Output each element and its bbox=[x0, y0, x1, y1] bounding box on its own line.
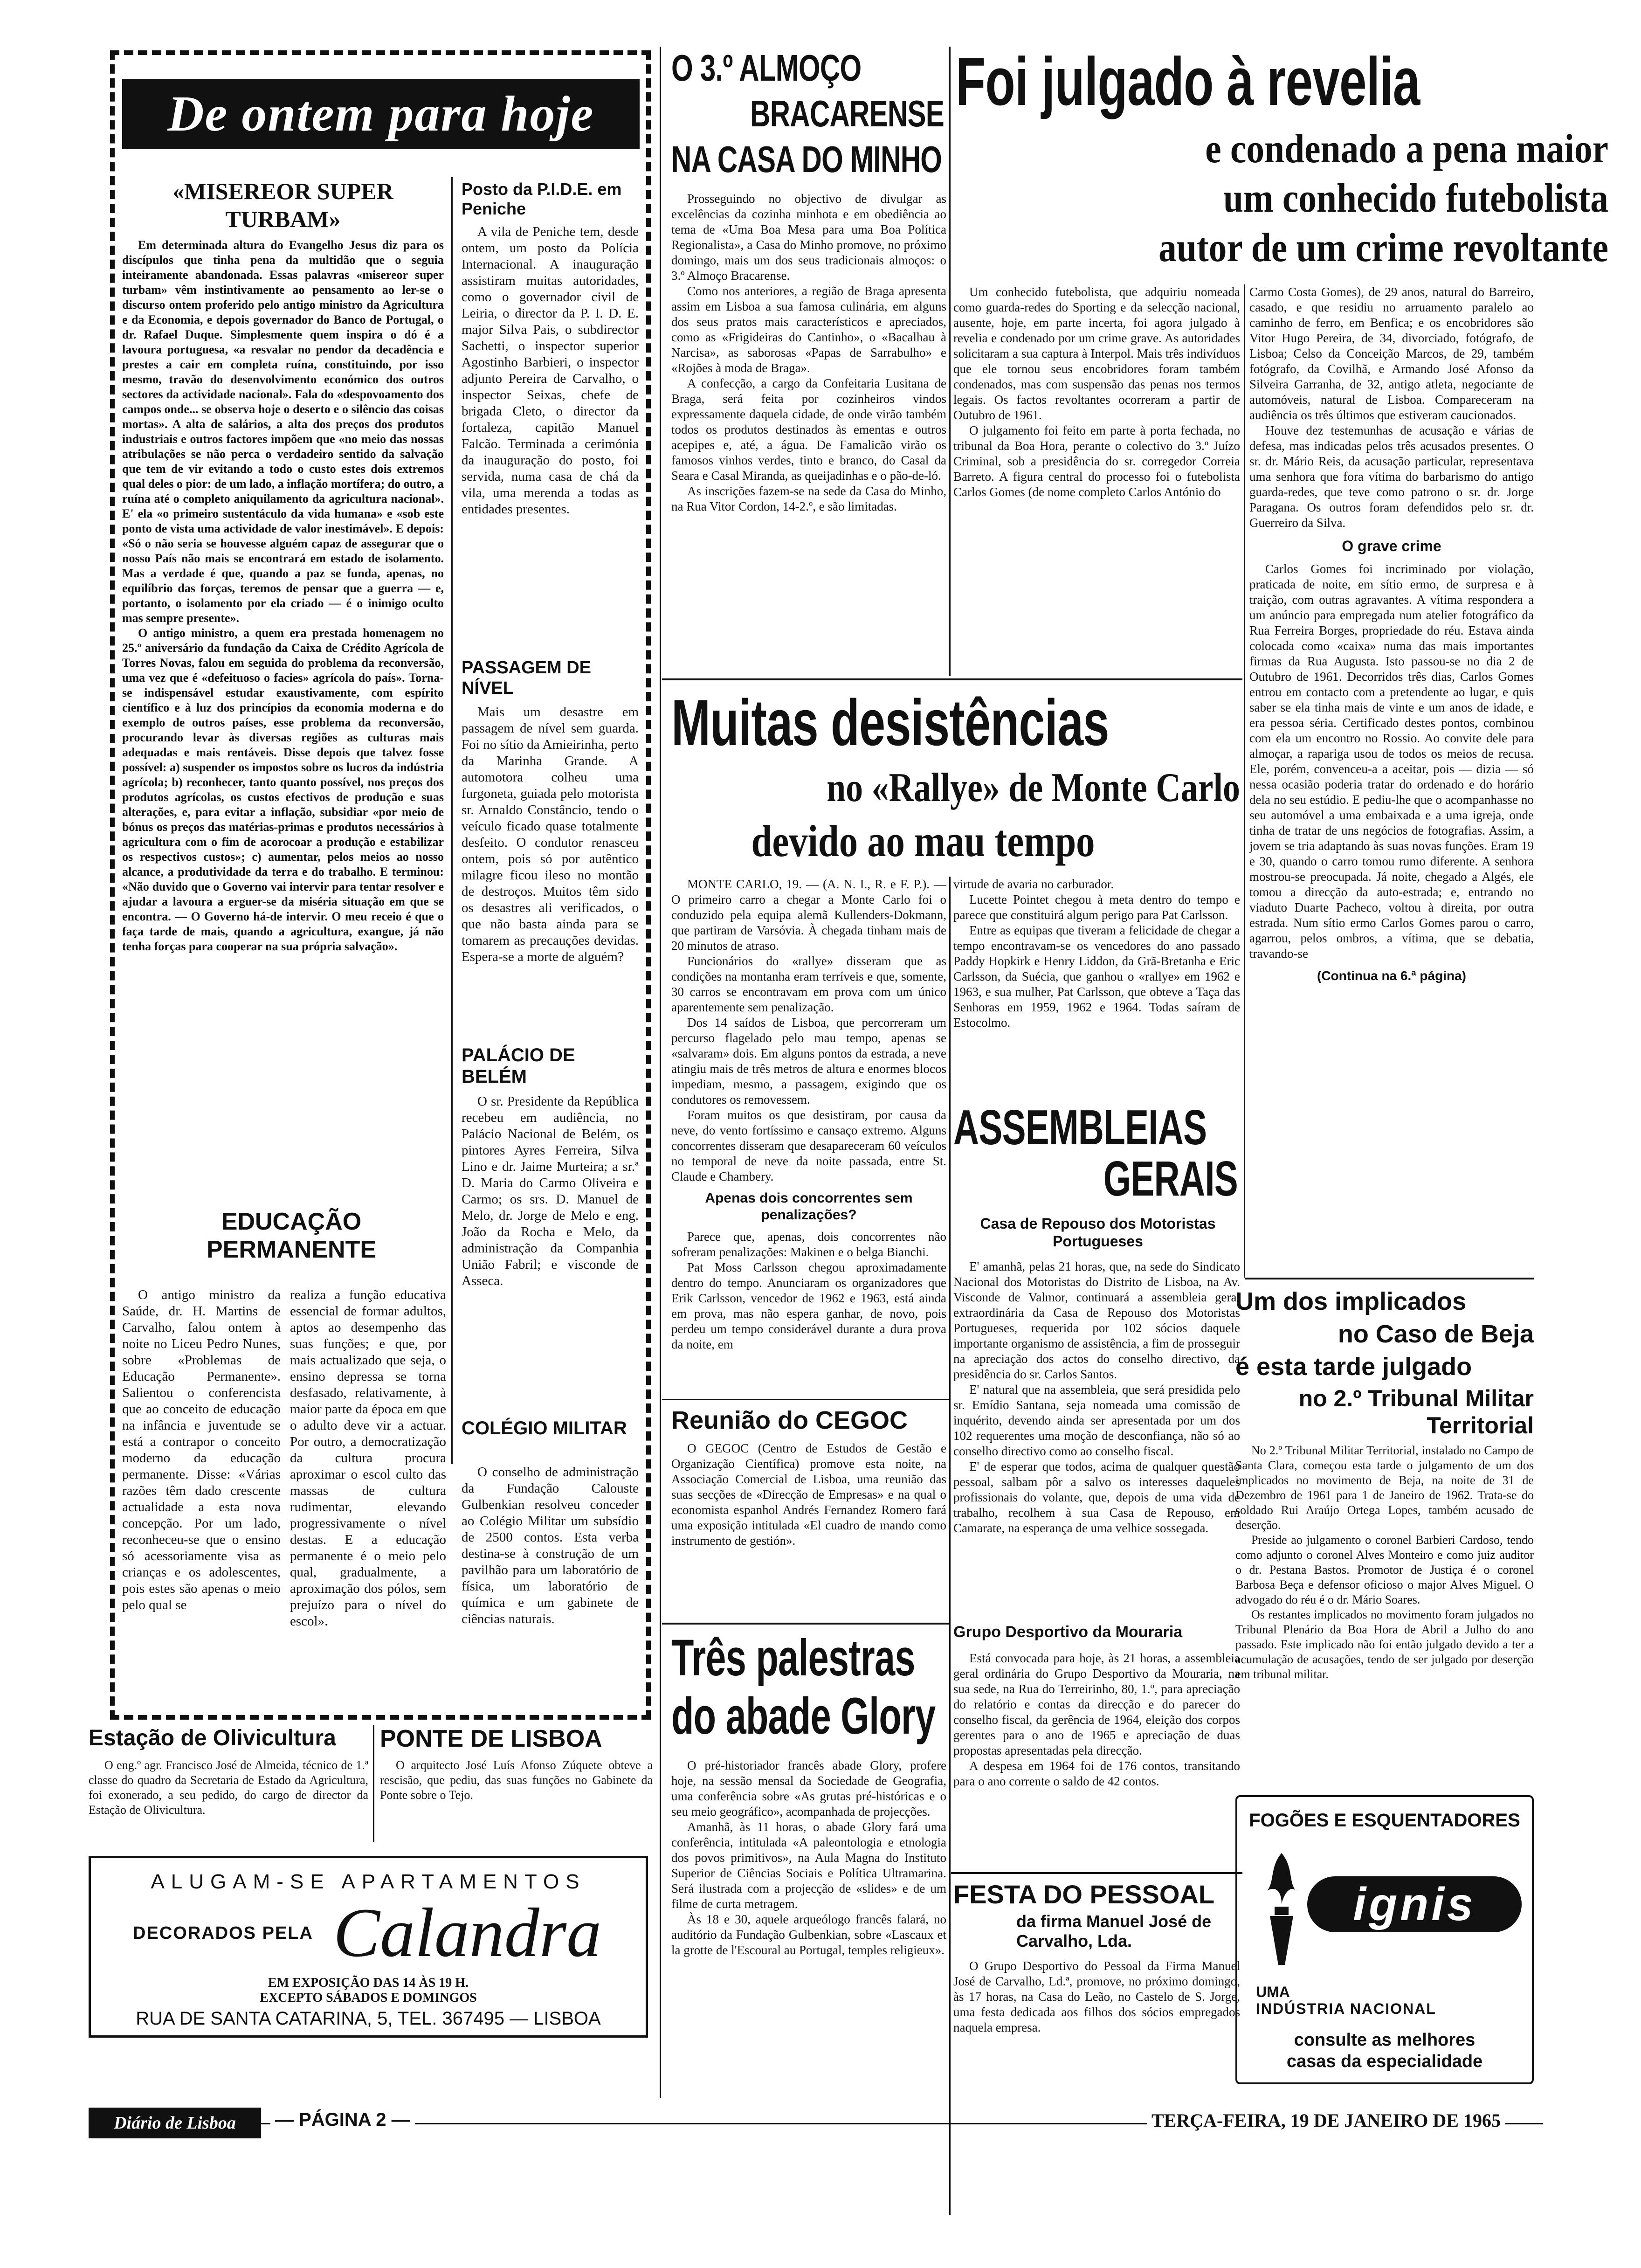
assembleias-body-1 bbox=[953, 1259, 1240, 1623]
ponte-para: O arquitecto José Luís Afonso Zúquete obteve a rescisão, que pediu, das suas funções no Gabinete da Ponte sobre o Tejo. bbox=[380, 1758, 653, 1802]
festa-headline-1: FESTA DO PESSOAL bbox=[953, 1880, 1215, 1909]
festa-para: O Grupo Desportivo do Pessoal da Firma Manuel José de Carvalho, Ld.ª, promove, no próximo domingo, às 17 horas, na Casa do Leão, no Castelo de S. Jorge, uma festa dedicada aos filhos dos sócios empregados naquela empresa. bbox=[953, 1959, 1240, 2034]
beja-headline-1: Um dos implicados bbox=[1235, 1287, 1467, 1315]
footer-date: TERÇA-FEIRA, 19 DE JANEIRO DE 1965 bbox=[1147, 2109, 1505, 2131]
olivicultura-divider bbox=[373, 1725, 374, 1842]
assembleias-para-2: E' natural que na assembleia, que será presidida pelo sr. Emídio Santana, seja nomeada uma comissão de inquérito, devendo ainda ser apresentada por um dos 102 requerentes uma moção de desconfiança, não só ao conselho directivo como ao conselho fiscal. bbox=[953, 1383, 1240, 1458]
glory-para-3: Às 18 e 30, aquele arqueólogo francês falará, no auditório da Fundação Gulbenkian, sobre «Lascaux et la grotte de l'Escoural au Portugal, temples religieux». bbox=[671, 1912, 946, 1957]
desistencias-subhead: Apenas dois concorrentes sem penalizações? bbox=[705, 1190, 913, 1223]
julgado-para-3: Carmo Costa Gomes), de 29 anos, natural do Barreiro, casado, e que residiu no arruamento paralelo ao caminho de ferro, em Benfica; e os encobridores são Vitor Hugo Pereira, de 34, divorciado, fotógrafo, de Lisboa; Celso da Conceição Marcos, de 29, também fotógrafo, da Covilhã, e Armando José Afonso da Silveira Garranha, de 32, antigo atleta, negociante de automóveis, natural de Lisboa. Compareceram na audiência os três últimos que estiveram caucionados. bbox=[1249, 285, 1534, 422]
calandra-line5: RUA DE SANTA CATARINA, 5, TEL. 367495 — LISBOA bbox=[136, 2008, 601, 2029]
desistencias-para-4: Foram muitos os que desistiram, por causa da neve, do vento fortíssimo e cansaço extremo. Alguns concorrentes disseram que desapareceram 60 veículos no temporal de neve da noite passada, entre St. Claude e Chambery. bbox=[671, 1108, 946, 1183]
calandra-brand: Calandra bbox=[333, 1894, 602, 1971]
desistencias-para-2: Funcionários do «rallye» disseram que as condições na montanha eram terríveis e que, somente, 30 carros se encontravam em prova com um único aparentemente sem penalização. bbox=[671, 954, 946, 1014]
ponte-headline: PONTE DE LISBOA bbox=[380, 1725, 602, 1752]
julgado-headline-1: Foi julgado à revelia bbox=[956, 43, 1420, 119]
colegio-para: O conselho de administração da Fundação Calouste Gulbenkian resolveu conceder ao Colégio Militar um subsídio de 2500 contos. Esta verba destina-se à construção de um pavilhão para um laboratório de física, um laboratório de química e um gabinete de ciências naturais. bbox=[462, 1465, 639, 1626]
almoco-para-4: As inscrições fazem-se na sede da Casa do Minho, na Rua Vitor Cordon, 14-2.º, e são limitadas. bbox=[671, 484, 946, 513]
desistencias-headline-2: no «Rallye» de Monte Carlo bbox=[827, 765, 1240, 810]
glory-body bbox=[671, 1758, 946, 2112]
festa-headline-2: da firma Manuel José de Carvalho, Lda. bbox=[1016, 1912, 1212, 1950]
belem-para: O sr. Presidente da República recebeu em audiência, no Palácio Nacional de Belém, os pintores Ayres Ferreira, Silva Lino e dr. Jaime Murteira; a sr.ª D. Maria do Carmo Oliveira e Carmo; os srs. D. Manuel de Melo, dr. Jorge de Melo e eng. João da Rocha e Melo, da administração da Companhia União Fabril; e visconde de Assecа. bbox=[462, 1094, 639, 1288]
ignis-line2: UMA bbox=[1256, 1984, 1290, 2000]
passagem-para: Mais um desastre em passagem de nível sem guarda. Foi no sítio da Amieirinha, perto da Marinha Grande. A automotora colheu uma furgoneta, guiada pelo motorista sr. Arnaldo Constâncio, tendo o veículo ficado quase totalmente desfeito. O condutor renasceu ontem, pois só por autêntico milagre ficou ileso no montão de destroços. Muitos têm sido os desastres ali verificados, o que não basta ainda para se tomarem as precauções devidas. Espera-se a morte de alguém? bbox=[462, 705, 639, 964]
desistencias-para-9: Entre as equipas que tiveram a felicidade de chegar a tempo encontravam-se os vencedores do ano passado Paddy Hopkirk e Henry Liddon, da Grã-Bretanha e Eric Carlsson, da Suécia, que ganhou o «rallye» em 1962 e 1963, e sua mulher, Pat Carlsson, que obteve a Taça das Senhoras em 1959, 1962 e 1964. Todas saíram de Estocolmo. bbox=[953, 923, 1240, 1030]
assembleias-para-1: E' amanhã, pelas 21 horas, que, na sede do Sindicato Nacional dos Motoristas do Distrito de Lisboa, na Av. Visconde de Valmor, continuará a assembleia geral extraordinária da Casa de Repouso dos Motoristas Portugueses, requerida por 102 sócios daquele importante organismo de assistência, a fim de prosseguir na apreciação dos actos do conselho directivo, da presidência do sr. Carlos Santos. bbox=[953, 1259, 1240, 1381]
footer-masthead-text: Diário de Lisboa bbox=[114, 2113, 236, 2133]
glory-top-rule bbox=[662, 1623, 949, 1625]
julgado-body-2 bbox=[1249, 284, 1534, 1264]
misereor-para-2: O antigo ministro, a quem era prestada homenagem no 25.º aniversário da fundação da Caixa de Crédito Agrícola de Torres Novas, falou em seguida do problema da reconversão, uma vez que é «defeituoso o facies» agrícola do país». Torna-se indispensável estudar exaustivamente, com espírito científico e à luz dos princípios da economia moderna e do exemplo de outros países, esse problema da reconversão, procurando levar às diversas regiões as culturas mais adequadas e mais rentáveis. Disse depois que talvez fosse possível: a) suspender os impostos sobre os lucros da indústria agrícola; b) reconhecer, tanto quanto possível, nos preços dos produtos agrícolas, os custos efectivos de produção e suas alterações, e, para evitar a inflação, subsidiar «por meio de bónus os preços das matérias-primas e produtos necessários à agricultura com o fim de acorocoar a produção e estabilizar os respectivos custos»; c) aumentar, pelos meios ao nosso alcance, a produtividade da terra e do trabalho. E terminou: «Não duvido que o Governo vai intervir para tentar resolver e ajudar a lavoura a erguer-se da miséria situação em que se encontra. — O Governo há-de intervir. O meu receio é que o faça tarde de mais, quando a agricultura, exangue, já não tenha forças para cooperar na sua própria salvação». bbox=[122, 626, 444, 953]
glory-headline-2: do abade Glory bbox=[671, 1687, 936, 1745]
assembleias-para-5: A despesa em 1964 foi de 176 contos, transitando para o ano corrente o saldo de 42 contos. bbox=[953, 1759, 1240, 1788]
cegoc-body bbox=[671, 1441, 946, 1627]
footer-page: — PÁGINA 2 — bbox=[270, 2109, 415, 2130]
belem-headline: PALÁCIO DE BELÉM bbox=[462, 1045, 575, 1087]
column-header-banner bbox=[122, 79, 640, 149]
belem-body bbox=[462, 1093, 639, 1420]
desistencias-headline-3: devido ao mau tempo bbox=[751, 816, 1095, 866]
almoco-headline-1: O 3.º ALMOÇO bbox=[671, 47, 862, 89]
ignis-torch-icon bbox=[1256, 1848, 1307, 1970]
pide-headline: Posto da P.I.D.E. em Peniche bbox=[462, 180, 622, 218]
ponte-body bbox=[380, 1758, 653, 1837]
assembleias-para-3: E' de esperar que todos, acima de qualquer questão pessoal, salbam pôr a salvo os interesses daqueles profissionais do volante, que, depois de uma vida de trabalho, recolhem à sua Casa de Repouso, em Camarate, na esperança de uma velhice sossegada. bbox=[953, 1459, 1240, 1535]
almoco-headline-3: NA CASA DO MINHO bbox=[671, 138, 942, 180]
beja-para-2: Preside ao julgamento o coronel Barbieri Cardoso, tendo como adjunto o coronel Alves Monteiro e como juiz auditor o dr. Pestana Bastos. Promotor de Justiça é o coronel Barbosa Beça e defensor oficioso o major Alves Miguel. O advogado do réu é o dr. Mário Soares. bbox=[1235, 1533, 1534, 1606]
calandra-line3: EM EXPOSIÇÃO DAS 14 ÀS 19 H. bbox=[268, 1976, 469, 1990]
column-header-title: De ontem para hoje bbox=[167, 86, 594, 142]
ignis-line1: FOGÕES E ESQUENTADORES bbox=[1249, 1810, 1520, 1831]
desistencias-para-1: MONTE CARLO, 19. — (A. N. I., R. e F. P.). — O primeiro carro a chegar a Monte Carlo foi o conduzido pela equipa alemã Kullenders-Dokmann, que partiram de Varsóvia. À chegada tinham mais de 20 minutos de atraso. bbox=[671, 877, 946, 953]
ignis-line4: consulte as melhores bbox=[1294, 2030, 1476, 2050]
almoco-para-3: A confecção, a cargo da Confeitaria Lusitana de Braga, será feita por cozinheiros vindos expressamente daquela cidade, de onde virão também todos os produtos destinados às ementas e outros acepipes e, até, a água. De Famalicão virão os famosos vinhos verdes, tinto e branco, do Casal da Seara e Casal Miranda, as queijadinhas e o pão-de-ló. bbox=[671, 376, 946, 483]
cegoc-headline: Reunião do CEGOC bbox=[671, 1406, 908, 1434]
cegoc-top-rule bbox=[662, 1399, 949, 1400]
beja-para-1: No 2.º Tribunal Militar Territorial, instalado no Campo de Santa Clara, começou esta tarde o julgamento de um dos implicados no movimento de Beja, na noite de 31 de Dezembro de 1961 para 1 de Janeiro de 1962. Trata-se do soldado Rui Araújo Ortega Lopes, também acusado de deserção. bbox=[1235, 1444, 1534, 1532]
desistencias-para-5: Parece que, apenas, dois concorrentes não sofreram penalizações: Makinen e o belga Bianchi. bbox=[671, 1230, 946, 1259]
beja-headline-4: no 2.º Tribunal Militar Territorial bbox=[1298, 1385, 1534, 1438]
beja-headline-2: no Caso de Beja bbox=[1338, 1320, 1534, 1348]
glory-headline-1: Três palestras bbox=[671, 1629, 915, 1687]
festa-body bbox=[953, 1958, 1240, 2098]
misereor-body bbox=[122, 238, 444, 1278]
desistencias-para-8: Lucette Pointet chegou à meta dentro do tempo e parece que constituirá algum perigo para Pat Carlsson. bbox=[953, 892, 1240, 922]
pide-para: A vila de Peniche tem, desde ontem, um posto da Polícia Internacional. A inauguração assistiram muitas autoridades, como o governador civil de Leiria, o director da P. I. D. E. major Silva Pais, o subdirector Sachetti, o inspector superior Agostinho Barbieri, o inspector adjunto Pereira de Carvalho, o inspector Seixas, chefe de brigada Cleto, o director da fortaleza, capitão Manuel Falcão. Terminada a cerimónia da inauguração do posto, foi servida, numa casa de chá da vila, uma merenda a todas as entidades presentes. bbox=[462, 224, 639, 517]
glory-para-2: Amanhã, às 11 horas, o abade Glory fará uma conferência, intitulada «A paleontologia e etnologia dos povos primitivos», na Aula Magna do Instituto Superior de Ciências Sociais e Política Ultramarina. Será ilustrada com a projecção de «slides» e de um filme de curta metragem. bbox=[671, 1820, 946, 1911]
ignis-logo bbox=[1307, 1876, 1522, 1932]
misereor-para-1: Em determinada altura do Evangelho Jesus diz para os discípulos que tinha pena da multidão que o seguia inteiramente abandonada. Essas palavras «misereor super turbam» vêm instintivamente ao pensamento ao ler-se o discurso ontem proferido pelo antigo ministro da Agricultura e da Economia, e depois governador do Banco de Portugal, o dr. Rafael Duque. Simplesmente quem inspira o dó é a lavoura portuguesa, «a resvalar no pendor da decadência e prestes a cair em completa ruína, constituindo, por isso mesmo, travão do desenvolvimento económico dos outros sectores da actividade nacional». Fala do «despovoamento dos campos onde... se observa hoje o deserto e o silêncio das coisas mortas». A alta de salários, a alta dos preços dos produtos industriais e outros factores impõem que «no meio das nossas atribulações se não perca o verdadeiro sentido da salvação que tem de vir evitando a todo o custo estes dois extremos qual deles o pior: de um lado, a inflação mortífera; do outro, a ruína até o completo aniquilamento da agricultura nacional». E' ela «o primeiro sustentáculo da vida humana» e «sob este ponto de vista uma actividade de valor inestimável». E depois: «Só o não seria se houvesse alguém capaz de assegurar que o nosso País não mais se encontrará em estado de isolamento. Mas a verdade é que, quando a paz se funda, apenas, no equilíbrio das forças, teremos de pensar que a guerra — e, portanto, o isolamento por ela criado — é o inimigo oculto mas sempre presente». bbox=[122, 238, 444, 625]
desistencias-para-7: virtude de avaria no carburador. bbox=[953, 877, 1114, 891]
desistencias-body-1 bbox=[671, 877, 946, 1390]
beja-headline-3: é esta tarde julgado bbox=[1235, 1353, 1472, 1381]
educacao-body-2 bbox=[290, 1287, 446, 1697]
desistencias-body-2 bbox=[953, 877, 1240, 1096]
ignis-brand: ignis bbox=[1353, 1878, 1476, 1930]
julgado-body-1 bbox=[953, 284, 1240, 671]
olivicultura-para: O eng.º agr. Francisco José de Almeida, técnico de 1.ª classe do quadro da Secretaria de Estado da Agricultura, foi exonerado, a seu pedido, do cargo de director da Estação de Olivicultura. bbox=[89, 1758, 368, 1817]
educacao-body-1 bbox=[122, 1287, 281, 1697]
almoco-para-1: Prosseguindo no objectivo de divulgar as excelências da cozinha minhota e em obediência ao tema de «Uma Boa Mesa para uma Boa Política Regionalista», a Casa do Minho promove, no próximo domingo, mais um dos seus tradicionais almoços: o 3.º Almoço Bracarense. bbox=[671, 192, 946, 283]
educacao-para-1: O antigo ministro da Saúde, dr. H. Martins de Carvalho, falou ontem à noite no Liceu Pedro Nunes, sobre «Problemas de Educação Permanente». Salientou o conferencista que ao conceito de educação na infância e juventude se está a contrapor o conceito moderno da educação permanente. Disse: «Várias razões têm dado crescente actualidade a esta nova concepção. Por um lado, reconheceu-se que o ensino só acessoriamente visa as crianças e os adolescentes, pois estes são apenas o meio pelo qual se bbox=[122, 1287, 281, 1612]
educacao-headline: EDUCAÇÃO PERMANENTE bbox=[206, 1208, 377, 1263]
calandra-line1: ALUGAM-SE APARTAMENTOS bbox=[151, 1870, 586, 1893]
julgado-headline-2: e condenado a pena maior bbox=[1205, 126, 1608, 172]
footer-masthead bbox=[89, 2108, 261, 2138]
assembleias-sub2: Grupo Desportivo da Mouraria bbox=[953, 1623, 1183, 1641]
julgado-divider bbox=[1244, 284, 1245, 1278]
festa-top-rule bbox=[951, 1872, 1242, 1874]
almoco-headline-2: BRACARENSE bbox=[750, 93, 944, 134]
olivicultura-headline: Estação de Olivicultura bbox=[89, 1726, 336, 1750]
pide-body bbox=[462, 224, 639, 653]
beja-top-rule bbox=[1245, 1278, 1534, 1279]
beja-para-3: Os restantes implicados no movimento foram julgados no Tribunal Plenário da Boa Hora de Abril a Julho do ano passado. Este implicado não foi então julgado devido a ter a acumulação de acusações, tendo de ser julgado por deserção em tribunal militar. bbox=[1235, 1608, 1534, 1681]
ignis-line3: INDÚSTRIA NACIONAL bbox=[1256, 2000, 1436, 2017]
julgado-para-5: Carlos Gomes foi incriminado por violação, praticada de noite, em sítio ermo, de surpresa e à traição, com outras agravantes. A vítima respondera a um anúncio para empregada num atelier fotográfico da Rua Ferreira Borges, propriedade do réu. Estava ainda colocada como «caixa» numa das mais importantes firmas da Rua Augusta. Isto passou-se no dia 2 de Outubro de 1961. Decorridos três dias, Carlos Gomes entrou em contacto com a pretendente ao lugar, e quis saber se ela tinha mais de vinte e um anos de idade, e era pessoa séria. Certificado destes pontos, combinou com ela um encontro no Rossio. Ao convite dele para almoçar, a rapariga usou de todos os meios de recusa. Ele, porém, convenceu-a a aceitar, pois — dizia — só nessa ocasião poderia tratar do ordenado e do horário dela no seu estúdio. E pediu-lhe que o acompanhasse no seu automóvel a uma embaixada e a uma igreja, onde tinha de tratar de uns negócios de fotografias. Assim, a jovem se tria adaptando às suas novas funções. Eram 19 e 30, quando o carro tomou rumo diferente. A senhora mostrou-se preocupada. Já noite, chegado a Algés, ele tomou a direcção da auto-estrada; e, entrando no viaduto Duarte Pacheco, voltou à direita, por outra estrada. Num sítio ermo Carlos Gomes parou o carro, agarrou, pelos ombros, a vítima, que se debatia, travando-se bbox=[1249, 562, 1534, 961]
assembleias-body-2 bbox=[953, 1651, 1240, 1870]
julgado-continue: (Continua na 6.ª página) bbox=[1317, 968, 1466, 983]
almoco-para-2: Como nos anteriores, a região de Braga apresenta assim em Lisboa a sua famosa culinária, em alguns dos seus pratos mais característicos e apreciados, como as «Frigideiras do Cantinho», o «Bacalhau à Narcisa», as saborosas «Papas de Sarrabulho» e «Rojões à moda de Braga». bbox=[671, 284, 946, 375]
passagem-headline: PASSAGEM DE NÍVEL bbox=[462, 658, 592, 698]
calandra-line4: EXCEPTO SÁBADOS E DOMINGOS bbox=[260, 1991, 477, 2005]
cegoc-para: O GEGOC (Centro de Estudos de Gestão e Organização Científica) promove esta noite, na Associação Comercial de Lisboa, uma reunião das suas secções de «Direcção de Empresas» e na qual o economista espanhol Andrés Fernandez Romero fará uma exposição intitulada «El cuadro de mando como instrumento de gestión». bbox=[671, 1441, 946, 1548]
calandra-line2: DECORADOS PELA bbox=[133, 1923, 313, 1943]
almoco-divider bbox=[949, 47, 951, 676]
assembleias-headline-2: GERAIS bbox=[1103, 1151, 1238, 1206]
assembleias-sub1: Casa de Repouso dos Motoristas Portugueses bbox=[980, 1215, 1216, 1250]
desistencias-para-6: Pat Moss Carlsson chegou aproximadamente dentro do tempo. Anunciaram os organizadores que Erik Carlsson, vencedor de 1962 e 1963, está ainda em prova, mas não espera ganhar, de novo, pois perdeu um tempo considerável durante a dura prova da noite, em bbox=[671, 1260, 946, 1351]
column-divider bbox=[451, 177, 453, 1464]
ignis-ad bbox=[1235, 1795, 1534, 2084]
colegio-body bbox=[462, 1464, 639, 1707]
calandra-ad bbox=[89, 1856, 648, 2038]
almoco-body bbox=[671, 191, 946, 671]
olivicultura-body bbox=[89, 1758, 368, 1837]
desistencias-headline-1: Muitas desistências bbox=[671, 686, 1109, 759]
ignis-line5: casas da especialidade bbox=[1286, 2052, 1483, 2071]
glory-para-1: O pré-historiador francês abade Glory, profere hoje, na sessão mensal da Sociedade de Geografia, uma conferência sobre «As grutas pré-históricas e o seu meio geográfico», acompanhada de projecções. bbox=[671, 1758, 946, 1819]
julgado-para-2: O julgamento foi feito em parte à porta fechada, no tribunal da Boa Hora, perante o colectivo do 3.º Juízo Criminal, sob a presidência do sr. corregedor Correia Barreto. A figura central do processo foi o futebolista Carlos Gomes (de nome completo Carlos António do bbox=[953, 423, 1240, 499]
desistencias-para-3: Dos 14 saídos de Lisboa, que percorreram um percurso flagelado pelo mau tempo, apenas se «salvaram» dois. Em alguns pontos da estrada, a neve atingiu mais de três metros de altura e enormes blocos impediam, mesmo, a passagem, exigindo que os condutores os removessem. bbox=[671, 1016, 946, 1106]
julgado-subhead: O grave crime bbox=[1342, 538, 1441, 554]
educacao-para-2: realiza a função educativa essencial de formar adultos, aptos ao desempenho das suas funções; e que, por mais actualizado que seja, o ensino depressa se torna desfasado, relativamente, à maior parte da época em que o adulto deve vir a actuar. Por outro, a democratização da cultura procura aproximar o escol culto das massas de cultura rudimentar, elevando progressivamente o nível destas. E a educação permanente é o meio pelo qual, gradualmente, a aproximação dos pólos, sem prejuízo para o nível do escol». bbox=[290, 1287, 446, 1629]
colegio-headline: COLÉGIO MILITAR bbox=[462, 1418, 627, 1438]
desistencias-divider bbox=[949, 877, 951, 2215]
julgado-para-4: Houve dez testemunhas de acusação e várias de defesa, mas indicadas pelos três acusados presentes. O sr. dr. Mário Reis, da acusação particular, representava uma senhora que fora vítima do barbarismo do antigo guarda-redes, que teve como patrono o sr. dr. Jorge Paragana. Os outros foram defendidos pelo sr. dr. Guerreiro da Silva. bbox=[1249, 423, 1534, 530]
julgado-headline-3: um conhecido futebolista bbox=[1223, 176, 1608, 221]
julgado-headline-4: autor de um crime revoltante bbox=[1158, 225, 1608, 270]
assembleias-para-4: Está convocada para hoje, às 21 horas, a assembleia geral ordinária do Grupo Desportivo da Mouraria, na sua sede, na Rua do Terreirinho, 80, 1.º, para apreciação do relatório e contas da direcção e do parecer do conselho fiscal, da gerência de 1964, eleição dos corpos gerentes para o ano de 1965 e apreciação de duas propostas apresentadas pela direcção. bbox=[953, 1651, 1240, 1757]
middle-left-divider bbox=[660, 47, 661, 2098]
assembleias-headline-1: ASSEMBLEIAS bbox=[953, 1100, 1207, 1155]
misereor-headline: «MISEREOR SUPER TURBAM» bbox=[172, 178, 393, 232]
julgado-para-1: Um conhecido futebolista, que adquiriu nomeada como guarda-redes do Sporting e da selecção nacional, ausente, hoje, em parte incerta, foi agora julgado à revelia e condenado por um crime grave. As autoridades solicitaram a sua captura à Interpol. Mais três indivíduos que ele tornou seus encobridores foram também condenados, mas com suspensão das penas nos termos legais. Os factos revoltantes ocorreram a partir de Outubro de 1961. bbox=[953, 285, 1240, 422]
desistencias-top-rule bbox=[662, 678, 1242, 680]
passagem-body bbox=[462, 704, 639, 1040]
beja-body bbox=[1235, 1443, 1534, 1779]
